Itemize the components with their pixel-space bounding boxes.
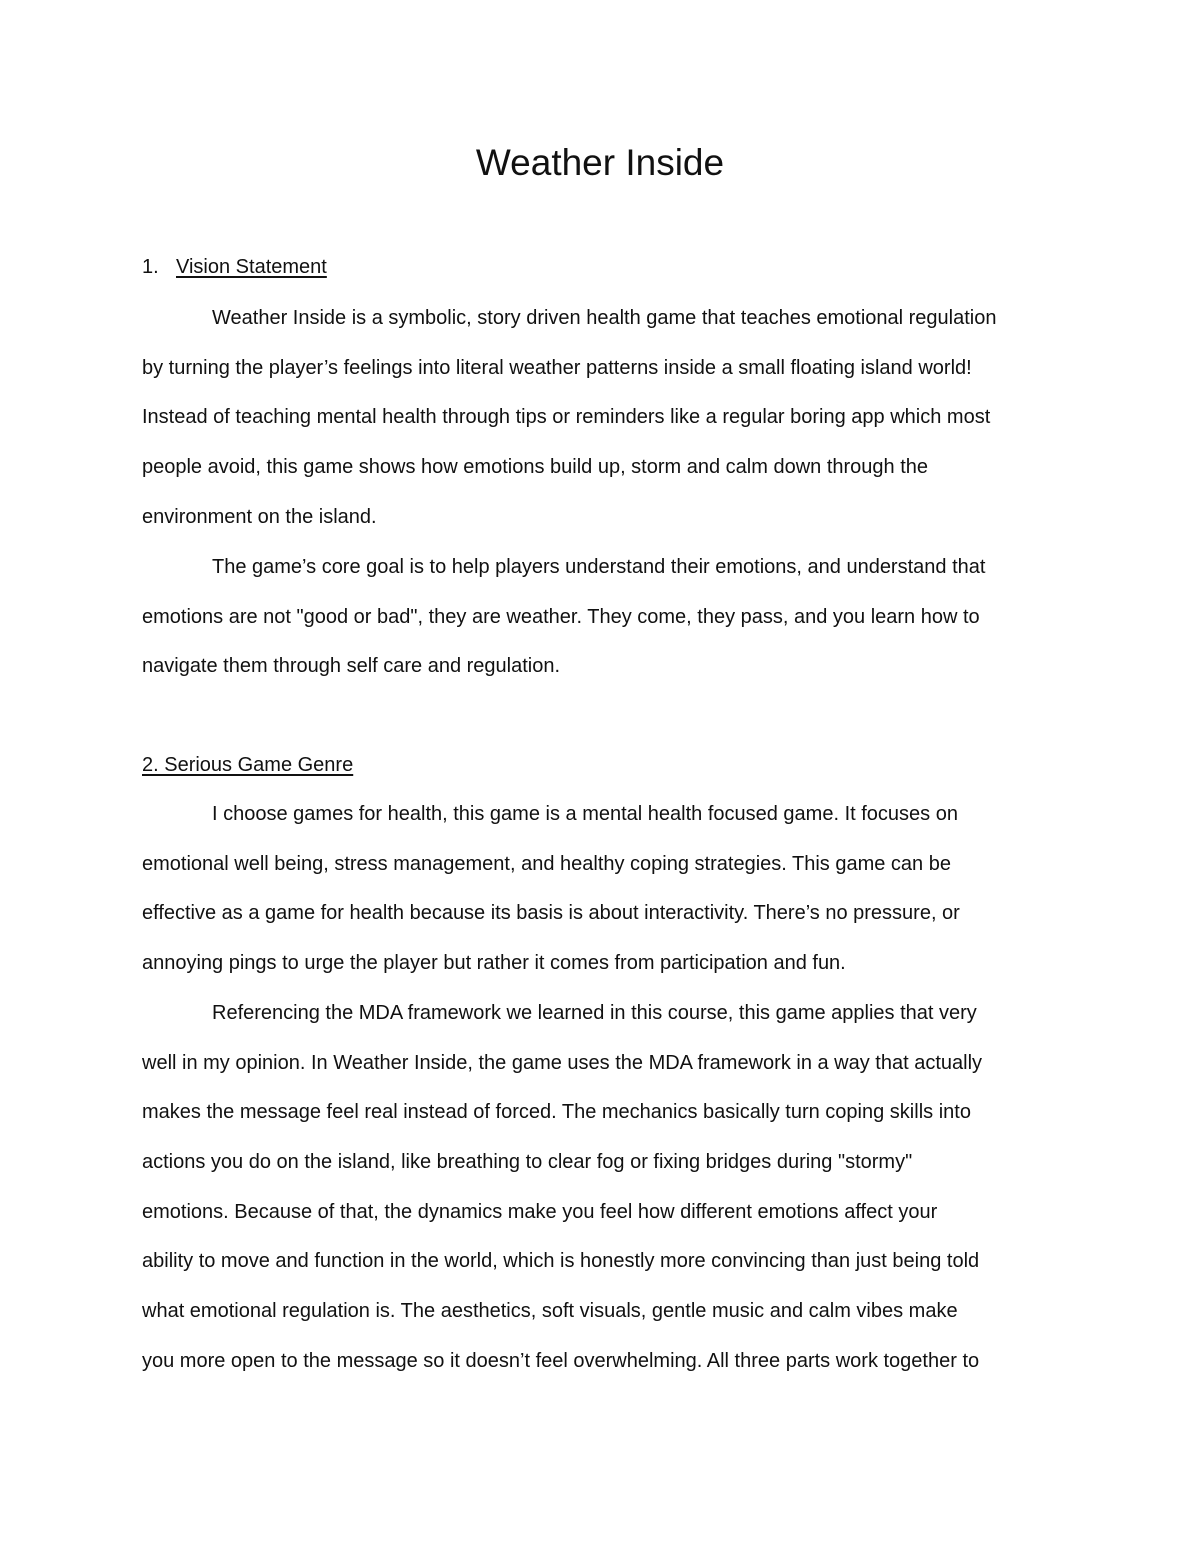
- text-line: Referencing the MDA framework we learned in this course, this game applies that very: [212, 1002, 977, 1024]
- genre-paragraph-1: [142, 790, 1082, 989]
- document-title: Weather Inside: [475, 142, 725, 183]
- text-line: by turning the player’s feelings into literal weather patterns inside a small floating island world!: [142, 356, 972, 379]
- text-line: ability to move and function in the world, which is honestly more convincing than just being told: [142, 1250, 980, 1273]
- section-title: 2. Serious Game Genre: [142, 754, 354, 776]
- section-title: Vision Statement: [176, 256, 327, 278]
- text-line: what emotional regulation is. The aesthetics, soft visuals, gentle music and calm vibes make: [142, 1300, 958, 1323]
- text-line: people avoid, this game shows how emotions build up, storm and calm down through the: [142, 456, 929, 479]
- section-heading-vision: [142, 253, 327, 281]
- text-line: actions you do on the island, like breathing to clear fog or fixing bridges during "stormy": [142, 1151, 913, 1174]
- genre-paragraph-2: [142, 989, 1082, 1387]
- text-line: annoying pings to urge the player but rather it comes from participation and fun.: [142, 952, 846, 975]
- vision-paragraph-1: [142, 294, 1082, 542]
- text-line: effective as a game for health because its basis is about interactivity. There’s no pressure, or: [142, 902, 960, 925]
- text-line: makes the message feel real instead of forced. The mechanics basically turn coping skills into: [142, 1101, 971, 1124]
- section-heading-genre: [142, 751, 353, 779]
- text-line: emotional well being, stress management, and healthy coping strategies. This game can be: [142, 852, 951, 875]
- text-line: The game’s core goal is to help players understand their emotions, and understand that: [212, 556, 986, 578]
- text-line: well in my opinion. In Weather Inside, the game uses the MDA framework in a way that actually: [142, 1051, 983, 1074]
- text-line: Instead of teaching mental health through tips or reminders like a regular boring app which most: [142, 406, 991, 429]
- text-line: navigate them through self care and regulation.: [142, 655, 561, 678]
- text-line: emotions. Because of that, the dynamics make you feel how different emotions affect your: [142, 1200, 938, 1223]
- text-line: you more open to the message so it doesn’t feel overwhelming. All three parts work together to: [142, 1349, 980, 1372]
- text-line: emotions are not "good or bad", they are weather. They come, they pass, and you learn how to: [142, 605, 980, 628]
- text-line: I choose games for health, this game is a mental health focused game. It focuses on: [212, 803, 958, 825]
- section-number: 1.: [142, 256, 159, 278]
- text-line: Weather Inside is a symbolic, story driven health game that teaches emotional regulation: [212, 307, 997, 329]
- text-line: environment on the island.: [142, 505, 377, 528]
- vision-paragraph-2: [142, 543, 1082, 692]
